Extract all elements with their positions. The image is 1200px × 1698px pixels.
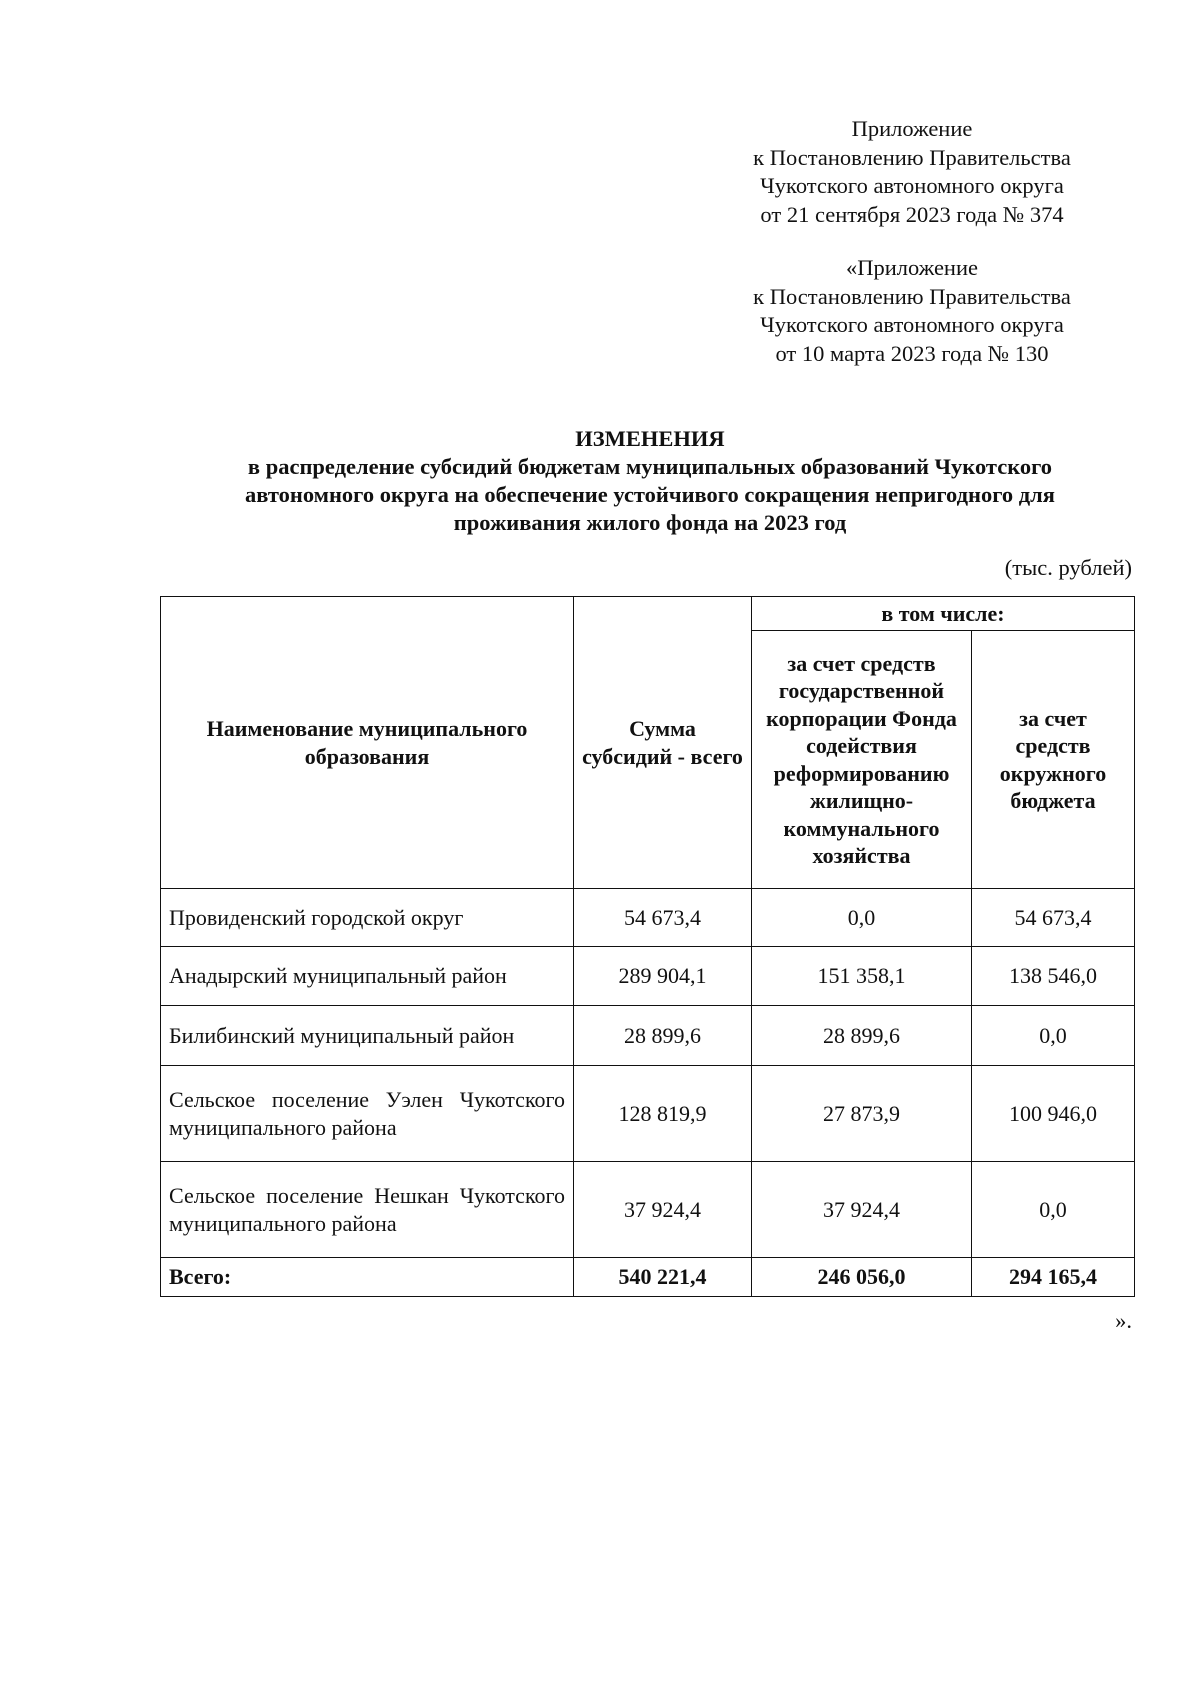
- row-total: 289 904,1: [574, 947, 752, 1006]
- subsidy-table: [160, 596, 1135, 1297]
- total-sum: 540 221,4: [574, 1258, 752, 1297]
- table-row: [161, 1066, 1135, 1162]
- header-total: Сумма субсидий - всего: [574, 597, 752, 889]
- row-total: 37 924,4: [574, 1162, 752, 1258]
- appendix-header-current: [702, 115, 1122, 229]
- row-name: Билибинский муниципальный район: [161, 1006, 574, 1066]
- row-total: 128 819,9: [574, 1066, 752, 1162]
- row-district: 0,0: [972, 1162, 1135, 1258]
- table-row: [161, 1162, 1135, 1258]
- appendix-line: Приложение: [851, 116, 973, 141]
- header-fund: за счет средств государственной корпорации Фонда содействия реформированию жилищно-коммунального хозяйства: [752, 631, 972, 889]
- closing-quote: ».: [1115, 1308, 1132, 1333]
- row-district: 54 673,4: [972, 889, 1135, 947]
- row-district: 138 546,0: [972, 947, 1135, 1006]
- table-row: [161, 889, 1135, 947]
- appendix-header-original: [702, 254, 1122, 368]
- document-title: [160, 425, 1140, 537]
- appendix-line: к Постановлению Правительства: [753, 144, 1071, 170]
- header-name: Наименование муниципального образования: [161, 597, 574, 889]
- row-fund: 28 899,6: [752, 1006, 972, 1066]
- row-total: 54 673,4: [574, 889, 752, 947]
- row-fund: 27 873,9: [752, 1066, 972, 1162]
- appendix-line: Чукотского автономного округа: [760, 312, 1064, 337]
- row-name: Провиденский городской округ: [161, 889, 574, 947]
- appendix-line: «Приложение: [845, 255, 978, 280]
- row-district: 100 946,0: [972, 1066, 1135, 1162]
- row-fund: 151 358,1: [752, 947, 972, 1006]
- total-district: 294 165,4: [972, 1258, 1135, 1297]
- header-district: за счет средств окружного бюджета: [972, 631, 1135, 889]
- row-fund: 37 924,4: [752, 1162, 972, 1258]
- row-total: 28 899,6: [574, 1006, 752, 1066]
- total-fund: 246 056,0: [752, 1258, 972, 1297]
- row-name: Сельское поселение Уэлен Чукотского муниципального района: [161, 1066, 574, 1162]
- appendix-line: от 21 сентября 2023 года № 374: [760, 201, 1064, 227]
- row-district: 0,0: [972, 1006, 1135, 1066]
- total-label: Всего:: [161, 1258, 574, 1297]
- title-heading: ИЗМЕНЕНИЯ: [575, 426, 725, 451]
- title-line: проживания жилого фонда на 2023 год: [453, 510, 847, 535]
- row-fund: 0,0: [752, 889, 972, 947]
- units-label: (тыс. рублей): [1004, 555, 1132, 580]
- title-line: автономного округа на обеспечение устойчивого сокращения непригодного для: [245, 482, 1055, 507]
- table-row: [161, 1006, 1135, 1066]
- row-name: Анадырский муниципальный район: [161, 947, 574, 1006]
- title-line: в распределение субсидий бюджетам муниципальных образований Чукотского: [247, 454, 1053, 479]
- table-row: [161, 947, 1135, 1006]
- appendix-line: Чукотского автономного округа: [760, 173, 1064, 198]
- table-total-row: [161, 1258, 1135, 1297]
- appendix-line: к Постановлению Правительства: [753, 283, 1071, 309]
- row-name: Сельское поселение Нешкан Чукотского муниципального района: [161, 1162, 574, 1258]
- header-including: в том числе:: [752, 597, 1135, 631]
- table-header-row: [161, 597, 1135, 631]
- appendix-line: от 10 марта 2023 года № 130: [775, 340, 1049, 366]
